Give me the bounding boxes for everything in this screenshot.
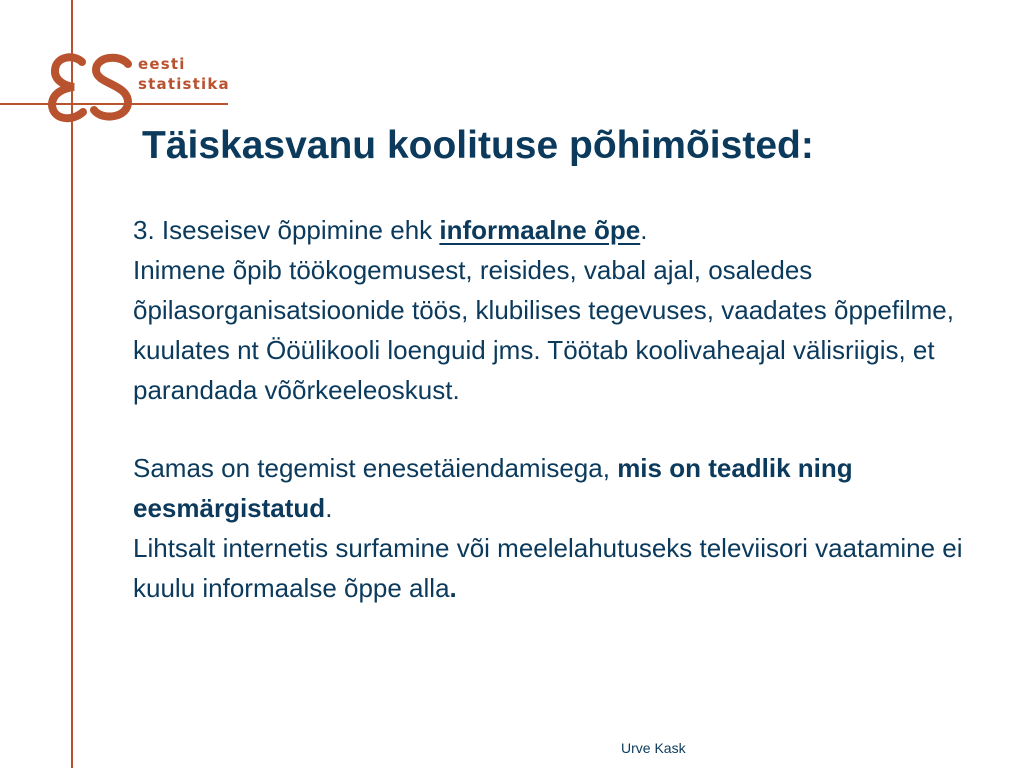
logo-line1: eesti (138, 55, 186, 73)
logo-line2: statistika (138, 75, 230, 93)
paragraph-3-emphasis: mis on teadlik ning eesmärgistatud (133, 453, 853, 523)
slide-body (133, 210, 973, 608)
paragraph-3-text: Samas on tegemist enesetäiendamisega, (133, 453, 618, 483)
eesti-statistika-logo (46, 48, 261, 128)
paragraph-1-end: . (640, 215, 648, 245)
paragraph-4-text: Lihtsalt internetis surfamine või meelelahutuseks televiisori vaatamine ei kuulu informaalse õppe alla (133, 533, 963, 603)
paragraph-3-end: . (325, 493, 333, 523)
paragraph-1 (133, 210, 973, 250)
logo-icon (46, 48, 261, 128)
paragraph-4-end: . (449, 573, 457, 603)
paragraph-1-text: 3. Iseseisev õppimine ehk (133, 215, 440, 245)
paragraph-2: Inimene õpib töökogemusest, reisides, vabal ajal, osaledes õpilasorganisatsioonide töös, klubilises tegevuses, vaadates õppefilme, kuulates nt Ööülikooli loenguid jms. Töötab koolivaheajal välisriigis, et parandada võõrkeeleoskust. (133, 255, 954, 405)
footer-author: Urve Kask (621, 740, 686, 756)
paragraph-4 (133, 528, 973, 608)
paragraph-1-emphasis: informaalne õpe (439, 215, 641, 245)
slide-title: Täiskasvanu koolituse põhimõisted: (142, 124, 814, 167)
paragraph-3 (133, 448, 973, 528)
